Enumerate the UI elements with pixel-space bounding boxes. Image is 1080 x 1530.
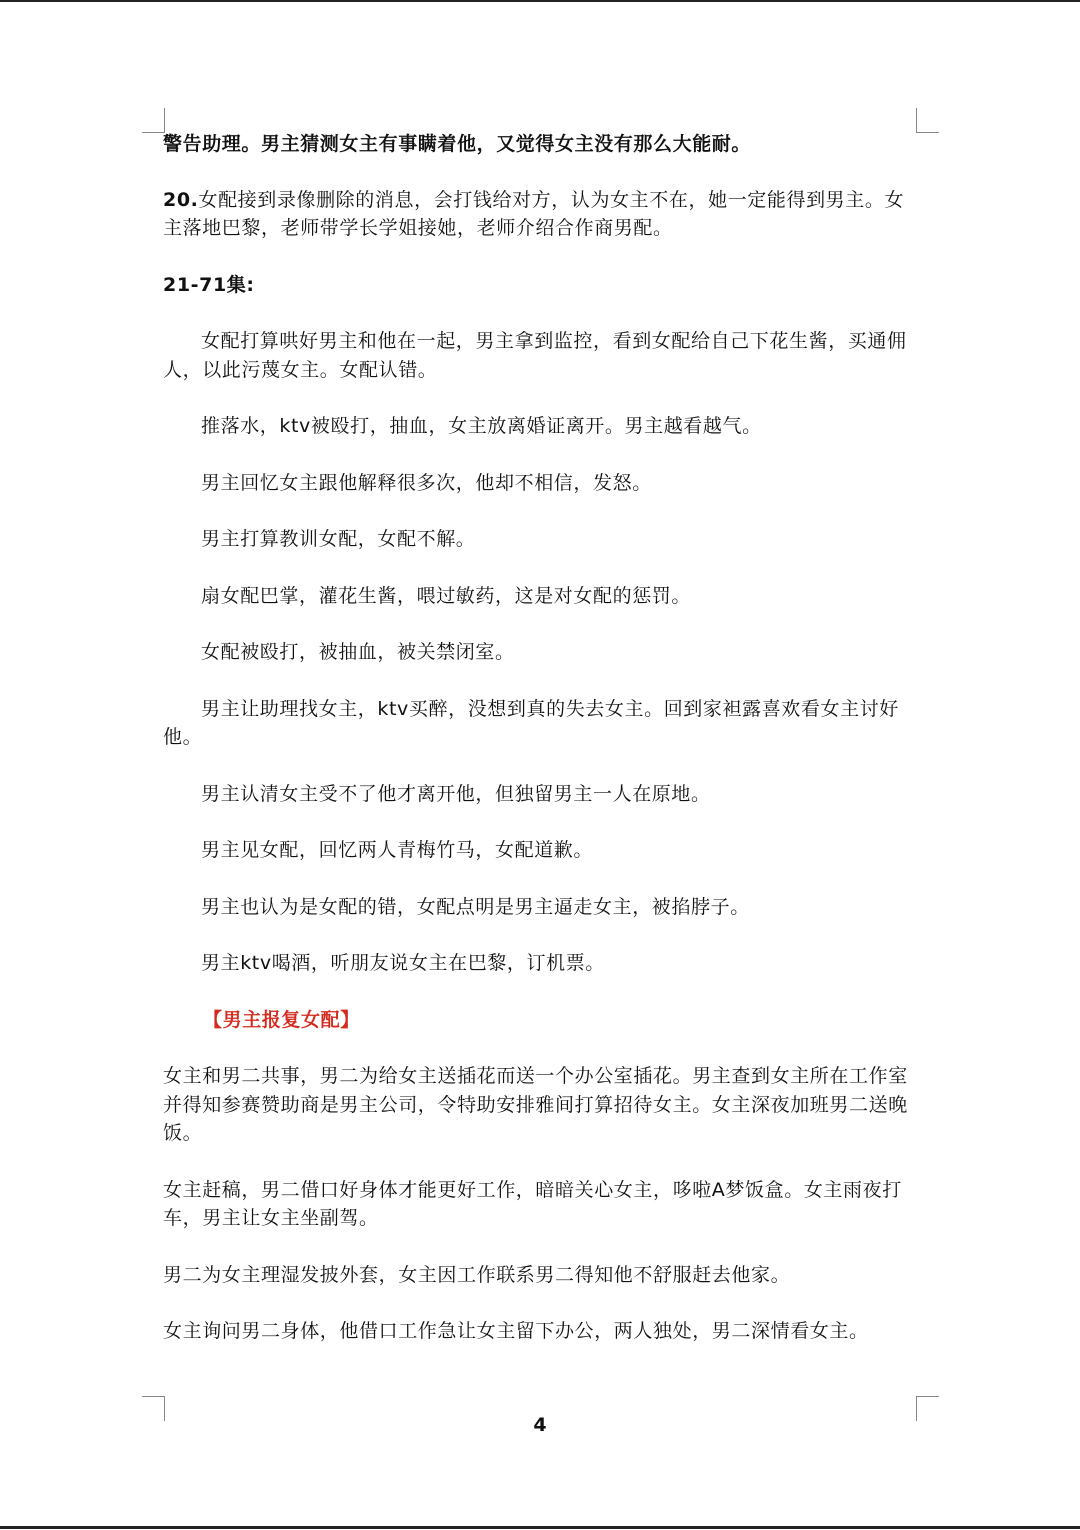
item-number: 20. xyxy=(163,188,199,211)
paragraph-18: 男二为女主理湿发披外套，女主因工作联系男二得知他不舒服赶去他家。 xyxy=(163,1263,791,1286)
paragraph-8: 扇女配巴掌，灌花生酱，喂过敏药，这是对女配的惩罚。 xyxy=(201,584,692,607)
paragraph-5: 推落水，ktv被殴打，抽血，女主放离婚证离开。男主越看越气。 xyxy=(201,415,762,437)
paragraph-4: 女配打算哄好男主和他在一起，男主拿到监控，看到女配给自己下花生酱，买通佣人，以此污蔑女主。女配认错。 xyxy=(163,330,907,381)
paragraph-11: 男主认清女主受不了他才离开他，但独留男主一人在原地。 xyxy=(201,782,711,805)
paragraph-10: 男主让助理找女主，ktv买醉，没想到真的失去女主。回到家袒露喜欢看女主讨好他。 xyxy=(163,697,899,748)
paragraph-16: 女主和男二共事，男二为给女主送插花而送一个办公室插花。男主查到女主所在工作室并得知参赛赞助商是男主公司，令特助安排雅间打算招待女主。女主深夜加班男二送晚饭。 xyxy=(163,1065,908,1144)
page-number: 4 xyxy=(533,1414,547,1436)
paragraph-12: 男主见女配，回忆两人青梅竹马，女配道歉。 xyxy=(201,839,594,861)
section-heading-revenge: 【男主报复女配】 xyxy=(203,1008,360,1031)
document-body xyxy=(163,130,918,1346)
crop-mark-top-right xyxy=(916,108,939,133)
paragraph-19: 女主询问男二身体，他借口工作急让女主留下办公，两人独处，男二深情看女主。 xyxy=(163,1320,869,1342)
crop-mark-top-left xyxy=(142,108,165,133)
paragraph-17: 女主赶稿，男二借口好身体才能更好工作，暗暗关心女主，哆啦A梦饭盒。女主雨夜打车，男主让女主坐副驾。 xyxy=(163,1178,902,1229)
episode-heading: 21-71集: xyxy=(163,273,255,296)
paragraph-13: 男主也认为是女配的错，女配点明是男主逼走女主，被掐脖子。 xyxy=(201,895,750,918)
page-top-border xyxy=(0,0,1080,2)
paragraph-7: 男主打算教训女配，女配不解。 xyxy=(201,528,476,550)
paragraph-2 xyxy=(163,186,918,243)
paragraph-9: 女配被殴打，被抽血，被关禁闭室。 xyxy=(201,641,515,663)
paragraph-1: 警告助理。男主猜测女主有事瞒着他，又觉得女主没有那么大能耐。 xyxy=(163,133,752,155)
paragraph-2-text: 女配接到录像删除的消息，会打钱给对方，认为女主不在，她一定能得到男主。女主落地巴黎，老师带学长学姐接她，老师介绍合作商男配。 xyxy=(163,188,905,239)
paragraph-6: 男主回忆女主跟他解释很多次，他却不相信，发怒。 xyxy=(201,471,652,494)
page-bottom-border xyxy=(0,1526,1080,1529)
paragraph-14: 男主ktv喝酒，听朋友说女主在巴黎，订机票。 xyxy=(201,952,605,974)
